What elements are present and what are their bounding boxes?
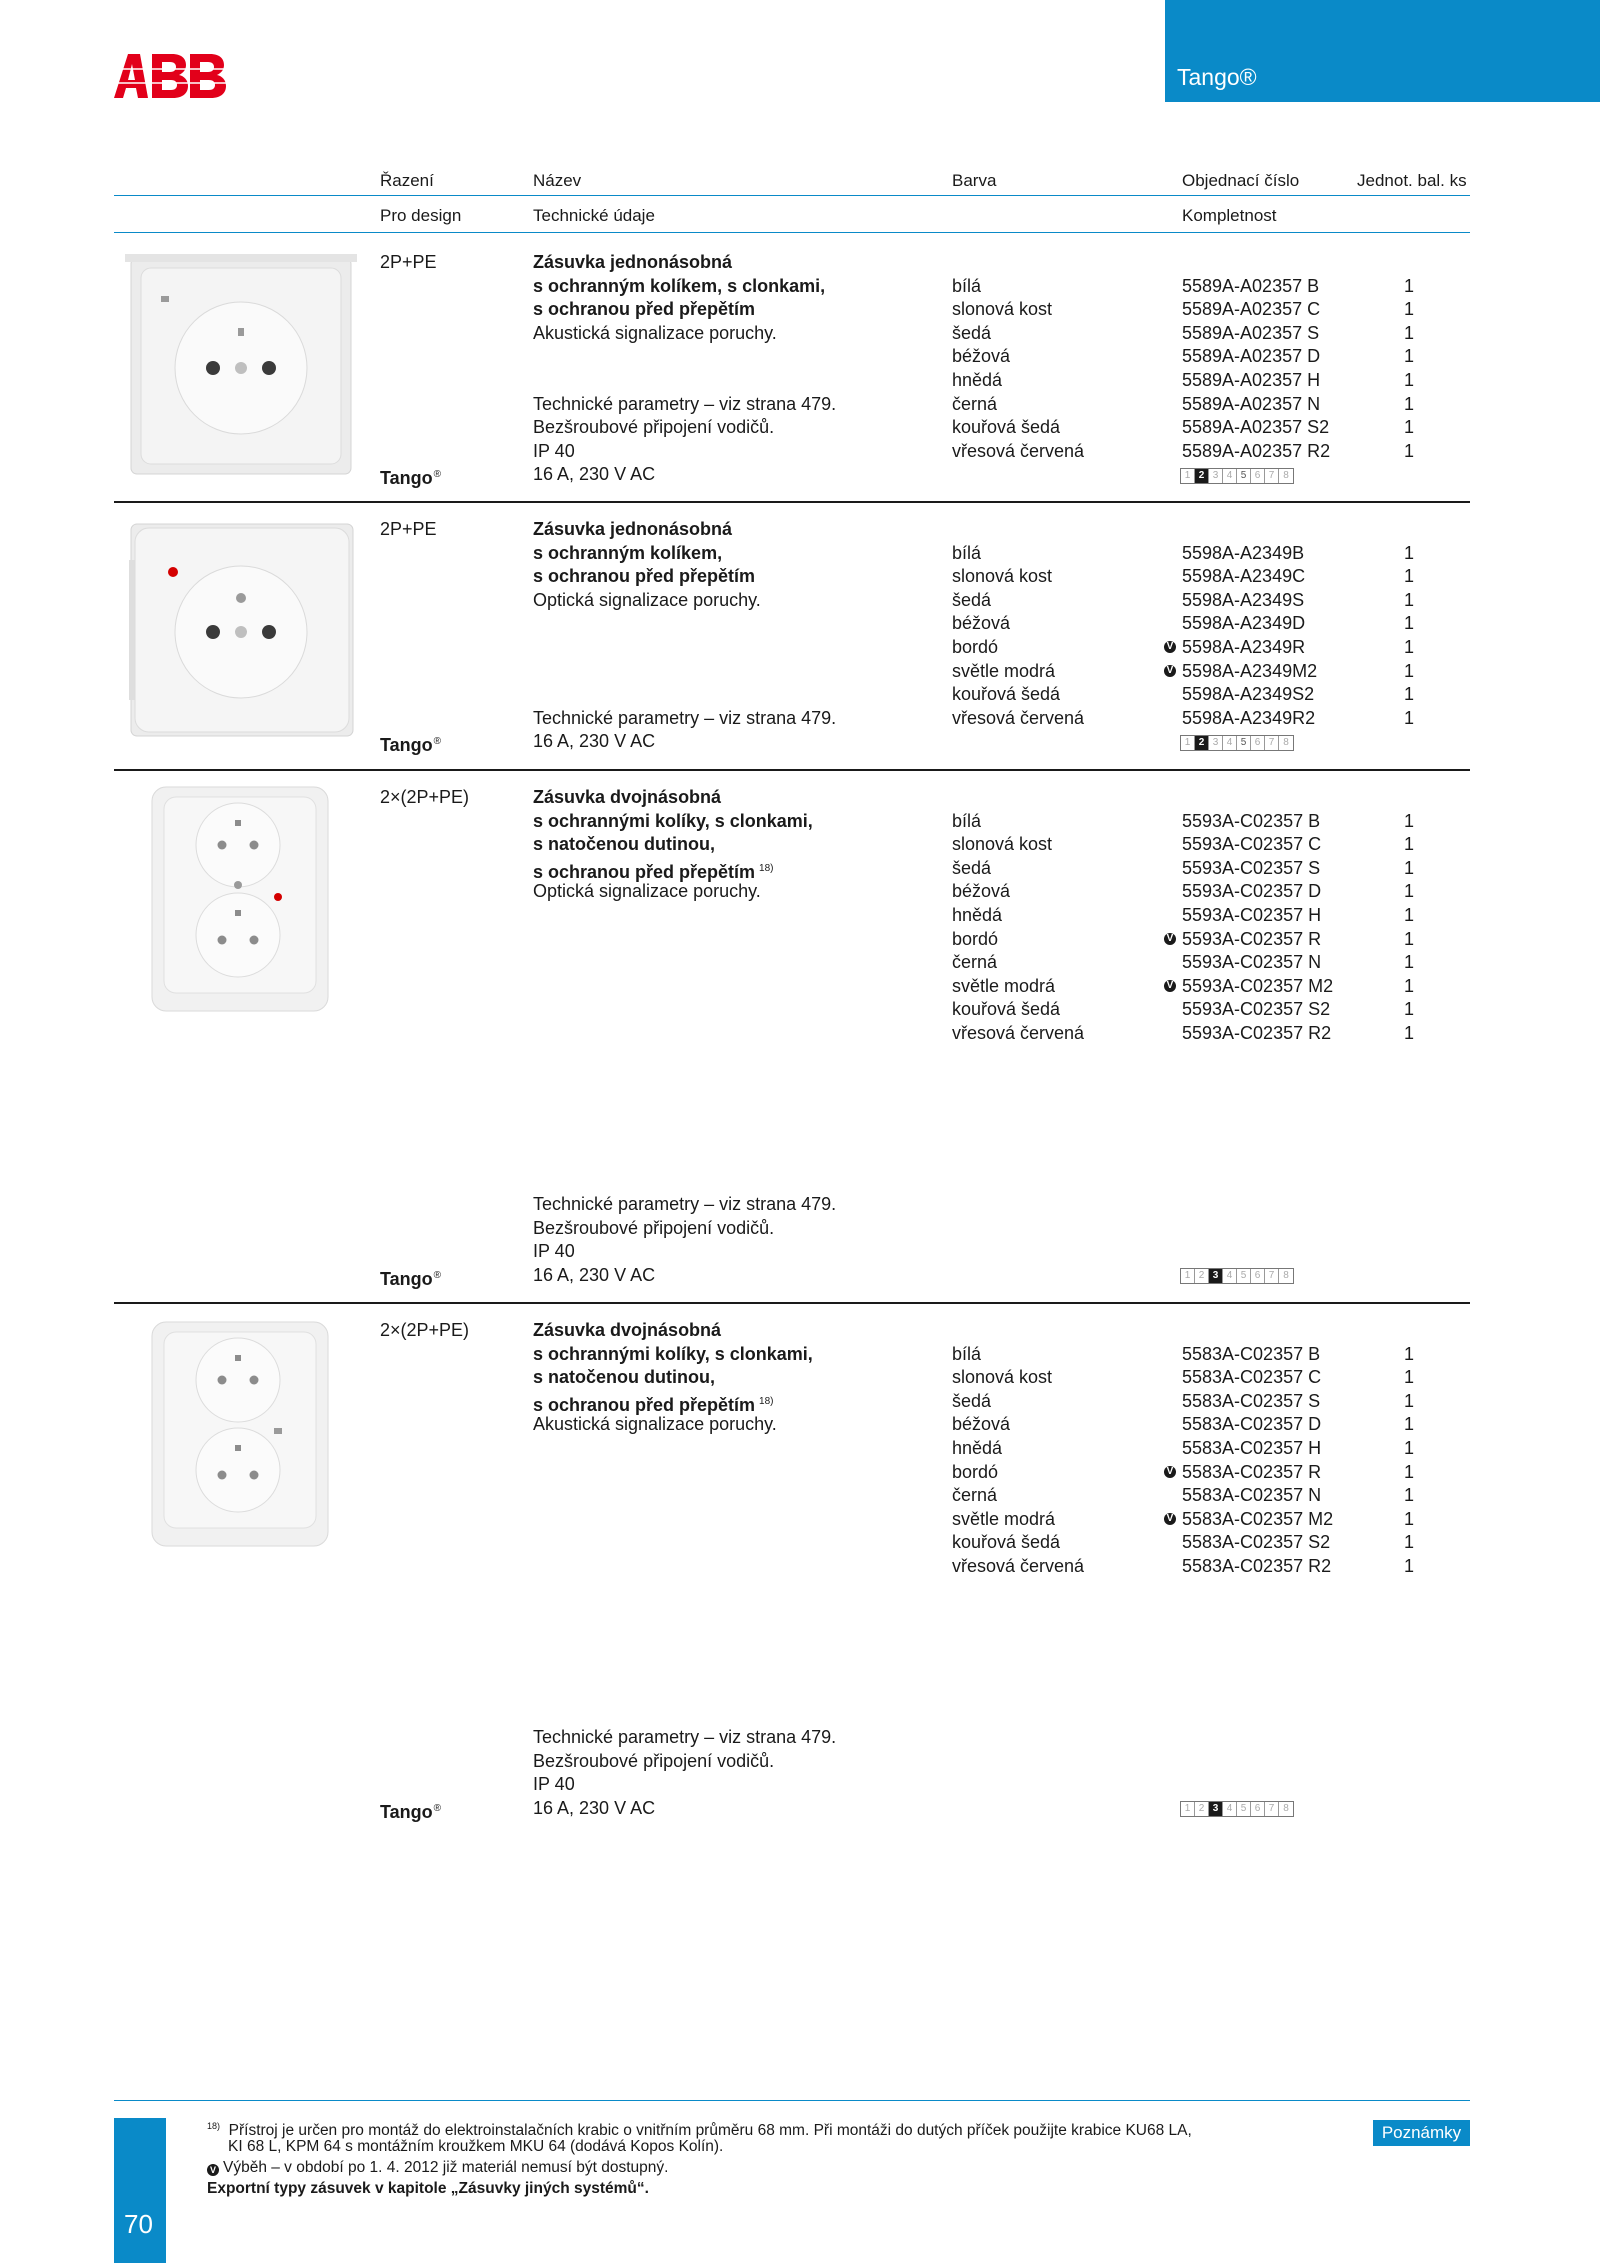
notes-label: Poznámky xyxy=(1373,2120,1470,2146)
variant-qty: 1 xyxy=(1404,1508,1415,1529)
variant-qty: 1 xyxy=(1404,637,1415,657)
variant-code: 5598A-A2349C xyxy=(1182,566,1306,587)
phaseout-marker: V xyxy=(1164,933,1176,945)
completeness-boxes xyxy=(1180,735,1294,751)
completeness-box: 5 xyxy=(1237,736,1251,750)
variant-code: 5589A-A02357 C xyxy=(1182,299,1321,320)
tech-param: Technické parametry – viz strana 479. xyxy=(533,707,837,728)
variant-qty: 1 xyxy=(1404,660,1415,681)
variant-qty: 1 xyxy=(1404,857,1415,878)
variant-code: 5589A-A02357 H xyxy=(1182,370,1321,390)
variant-code: 5583A-C02357 M2 xyxy=(1182,1508,1334,1529)
variant-code: 5583A-C02357 H xyxy=(1182,1438,1322,1458)
completeness-box-filled: 2 xyxy=(1195,469,1209,483)
variant-color: bílá xyxy=(952,810,982,831)
variant-qty: 1 xyxy=(1404,1461,1415,1482)
socket-image-single-acoustic xyxy=(125,252,357,480)
variant-color: slonová kost xyxy=(952,1367,1053,1388)
abb-logo xyxy=(114,54,226,98)
variant-code: 5598A-A2349D xyxy=(1182,613,1306,634)
variant-qty: 1 xyxy=(1404,440,1415,461)
variant-qty: 1 xyxy=(1404,1023,1415,1043)
completeness-box: 6 xyxy=(1251,469,1265,483)
design-label: Tango® xyxy=(380,468,442,489)
variant-color: bordó xyxy=(952,1461,999,1482)
tech-param: Technické parametry – viz strana 479. xyxy=(533,1727,837,1747)
variant-color: kouřová šedá xyxy=(952,684,1061,705)
variant-qty: 1 xyxy=(1404,952,1415,973)
variant-code: 5593A-C02357 B xyxy=(1182,810,1321,831)
variant-code: 5583A-C02357 R2 xyxy=(1182,1556,1332,1576)
variant-color: béžová xyxy=(952,613,1011,634)
variant-qty: 1 xyxy=(1404,707,1415,728)
variant-qty: 1 xyxy=(1404,1414,1415,1435)
variant-code: 5589A-A02357 R2 xyxy=(1182,440,1331,461)
header-tech: Technické údaje xyxy=(533,206,655,225)
product-title-line: s ochrannými kolíky, s clonkami, xyxy=(533,810,813,831)
variant-qty: 1 xyxy=(1404,1390,1415,1411)
registered-mark: ® xyxy=(433,736,442,748)
section-divider xyxy=(114,1302,1470,1304)
completeness-box: 5 xyxy=(1237,1269,1251,1283)
variant-color: bordó xyxy=(952,928,999,949)
socket-image-double-acoustic xyxy=(150,1320,330,1548)
variant-code: 5593A-C02357 M2 xyxy=(1182,975,1334,996)
variant-qty: 1 xyxy=(1404,566,1415,587)
order-code: 2×(2P+PE) xyxy=(380,787,470,807)
footnote-18-cont: KI 68 L, KPM 64 s montážním kroužkem MKU 64 (dodává Kopos Kolín). xyxy=(228,2138,724,2155)
variant-code: 5598A-A2349S2 xyxy=(1182,684,1315,705)
variant-qty: 1 xyxy=(1404,613,1415,634)
variant-color: kouřová šedá xyxy=(952,1532,1061,1553)
product-title-line: Zásuvka jednonásobná xyxy=(533,519,733,539)
variant-code: 5589A-A02357 D xyxy=(1182,346,1321,367)
product-title-line: s natočenou dutinou, xyxy=(533,1367,715,1388)
tech-param: IP 40 xyxy=(533,1241,575,1262)
product-title-line: s natočenou dutinou, xyxy=(533,834,715,855)
completeness-box: 1 xyxy=(1181,736,1195,750)
variant-qty: 1 xyxy=(1404,1556,1415,1576)
variant-color: slonová kost xyxy=(952,566,1053,587)
variant-qty: 1 xyxy=(1404,834,1415,855)
completeness-box-filled: 3 xyxy=(1209,1269,1223,1283)
rating: 16 A, 230 V AC xyxy=(533,1264,656,1285)
footnote-ref: 18) xyxy=(759,1395,774,1407)
tech-param: Bezšroubové připojení vodičů. xyxy=(533,1217,775,1238)
phaseout-marker: V xyxy=(1164,641,1176,653)
variant-qty: 1 xyxy=(1404,370,1415,390)
footnote-phaseout: V Výběh – v období po 1. 4. 2012 již materiál nemusí být dostupný. xyxy=(207,2158,668,2179)
completeness-boxes xyxy=(1180,1801,1294,1817)
variant-color: kouřová šedá xyxy=(952,417,1061,438)
variant-qty: 1 xyxy=(1404,1343,1415,1364)
completeness-box: 7 xyxy=(1265,736,1279,750)
variant-color: hnědá xyxy=(952,905,1003,925)
variant-qty: 1 xyxy=(1404,393,1415,414)
variant-qty: 1 xyxy=(1404,881,1415,902)
completeness-box: 4 xyxy=(1223,469,1237,483)
variant-code: 5593A-C02357 C xyxy=(1182,834,1322,855)
registered-mark: ® xyxy=(433,469,442,481)
series-tab xyxy=(1165,0,1600,102)
product-title-line: s ochranou před přepětím $^{18)}$ xyxy=(533,861,774,882)
variant-code: 5583A-C02357 S2 xyxy=(1182,1532,1331,1553)
completeness-box: 4 xyxy=(1223,1269,1237,1283)
variant-qty: 1 xyxy=(1404,1367,1415,1388)
variant-code: 5593A-C02357 R xyxy=(1182,928,1322,949)
phaseout-marker: V xyxy=(1164,665,1176,677)
variant-color: bordó xyxy=(952,637,999,657)
product-title-line: s ochrannými kolíky, s clonkami, xyxy=(533,1343,813,1364)
variant-color: vřesová červená xyxy=(952,440,1085,461)
completeness-box: 2 xyxy=(1195,1269,1209,1283)
variant-code: 5598A-A2349R xyxy=(1182,637,1306,657)
completeness-box: 1 xyxy=(1181,1269,1195,1283)
variant-color: hnědá xyxy=(952,370,1003,390)
variant-color: bílá xyxy=(952,1343,982,1364)
header-code: Objednací číslo xyxy=(1182,171,1300,190)
variant-code: 5593A-C02357 S2 xyxy=(1182,999,1331,1020)
variant-code: 5589A-A02357 N xyxy=(1182,393,1321,414)
tech-param: IP 40 xyxy=(533,1774,575,1795)
footer-rule xyxy=(114,2100,1470,2101)
completeness-box: 6 xyxy=(1251,1269,1265,1283)
variant-code: 5593A-C02357 R2 xyxy=(1182,1023,1332,1043)
completeness-box: 4 xyxy=(1223,736,1237,750)
variant-code: 5589A-A02357 S xyxy=(1182,322,1320,343)
variant-code: 5598A-A2349S xyxy=(1182,589,1305,610)
phaseout-marker: V xyxy=(1164,980,1176,992)
variant-qty: 1 xyxy=(1404,928,1415,949)
header-top-rule xyxy=(114,195,1470,196)
completeness-boxes xyxy=(1180,1268,1294,1284)
variant-color: světle modrá xyxy=(952,1508,1056,1529)
registered-mark: ® xyxy=(433,1269,442,1281)
variant-code: 5593A-C02357 D xyxy=(1182,881,1322,902)
completeness-box: 6 xyxy=(1251,736,1265,750)
variant-qty: 1 xyxy=(1404,299,1415,320)
phaseout-marker: V xyxy=(1164,1466,1176,1478)
product-title-line: s ochranným kolíkem, xyxy=(533,542,723,563)
series-title: Tango® xyxy=(1177,64,1257,90)
variant-color: bílá xyxy=(952,275,982,296)
completeness-box: 5 xyxy=(1237,469,1251,483)
product-title-line: s ochranou před přepětím xyxy=(533,299,756,320)
variant-qty: 1 xyxy=(1404,1485,1415,1506)
design-label: Tango® xyxy=(380,735,442,756)
completeness-box: 7 xyxy=(1265,469,1279,483)
completeness-box: 4 xyxy=(1223,1802,1237,1816)
variant-color: černá xyxy=(952,1485,998,1506)
footnote-export: Exportní typy zásuvek v kapitole „Zásuvky jiných systémů“. xyxy=(207,2180,649,2197)
socket-image-double-optical xyxy=(150,785,330,1013)
variant-color: vřesová červená xyxy=(952,1556,1085,1576)
variant-color: světle modrá xyxy=(952,660,1056,681)
variant-code: 5593A-C02357 H xyxy=(1182,905,1322,925)
completeness-box: 8 xyxy=(1279,469,1293,483)
footnote-ref: 18) xyxy=(759,862,774,874)
tech-param: IP 40 xyxy=(533,440,575,461)
product-title-line: Zásuvka dvojnásobná xyxy=(533,787,722,807)
completeness-box: 3 xyxy=(1209,736,1223,750)
completeness-box: 3 xyxy=(1209,469,1223,483)
header-complete: Kompletnost xyxy=(1182,206,1277,225)
variant-code: 5583A-C02357 S xyxy=(1182,1390,1321,1411)
completeness-box: 5 xyxy=(1237,1802,1251,1816)
header-order: Řazení xyxy=(380,171,434,190)
header-qty: Jednot. bal. ks xyxy=(1357,171,1467,190)
product-title-line: Zásuvka jednonásobná xyxy=(533,252,733,272)
variant-qty: 1 xyxy=(1404,1438,1415,1458)
completeness-boxes xyxy=(1180,468,1294,484)
product-title-line: s ochranou před přepětím $^{18)}$ xyxy=(533,1394,774,1415)
variant-code: 5583A-C02357 N xyxy=(1182,1485,1322,1506)
header-bottom-rule xyxy=(114,232,1470,233)
product-title-line: Zásuvka dvojnásobná xyxy=(533,1320,722,1340)
completeness-box: 6 xyxy=(1251,1802,1265,1816)
rating: 16 A, 230 V AC xyxy=(533,1797,656,1818)
variant-code: 5583A-C02357 D xyxy=(1182,1414,1322,1435)
variant-color: béžová xyxy=(952,881,1011,902)
variant-color: světle modrá xyxy=(952,975,1056,996)
footnote-mark: 18) xyxy=(207,2121,221,2131)
signal-type: Akustická signalizace poruchy. xyxy=(533,322,777,343)
completeness-box-filled: 2 xyxy=(1195,736,1209,750)
design-label: Tango® xyxy=(380,1801,442,1822)
completeness-box: 8 xyxy=(1279,736,1293,750)
registered-mark: ® xyxy=(433,1802,442,1814)
order-code: 2P+PE xyxy=(380,519,437,539)
variant-color: bílá xyxy=(952,542,982,563)
variant-qty: 1 xyxy=(1404,905,1415,925)
completeness-box: 7 xyxy=(1265,1269,1279,1283)
tech-param: Technické parametry – viz strana 479. xyxy=(533,393,837,414)
tech-param: Bezšroubové připojení vodičů. xyxy=(533,417,775,438)
order-code: 2×(2P+PE) xyxy=(380,1320,470,1340)
product-title-line: s ochranou před přepětím xyxy=(533,566,756,587)
page-tab xyxy=(114,2118,166,2263)
header-design: Pro design xyxy=(380,206,462,225)
variant-code: 5583A-C02357 R xyxy=(1182,1461,1322,1482)
variant-qty: 1 xyxy=(1404,810,1415,831)
variant-color: béžová xyxy=(952,346,1011,367)
variant-qty: 1 xyxy=(1404,975,1415,996)
completeness-box-filled: 3 xyxy=(1209,1802,1223,1816)
tech-param: Technické parametry – viz strana 479. xyxy=(533,1194,837,1214)
order-code: 2P+PE xyxy=(380,252,437,272)
completeness-box: 7 xyxy=(1265,1802,1279,1816)
variant-color: šedá xyxy=(952,589,992,610)
variant-color: šedá xyxy=(952,1390,992,1411)
variant-qty: 1 xyxy=(1404,542,1415,563)
signal-type: Akustická signalizace poruchy. xyxy=(533,1414,777,1435)
variant-qty: 1 xyxy=(1404,275,1415,296)
tech-param: Bezšroubové připojení vodičů. xyxy=(533,1750,775,1771)
variant-qty: 1 xyxy=(1404,346,1415,367)
phaseout-legend-icon: V xyxy=(207,2164,219,2176)
completeness-box: 8 xyxy=(1279,1802,1293,1816)
variant-color: slonová kost xyxy=(952,299,1053,320)
variant-color: slonová kost xyxy=(952,834,1053,855)
variant-qty: 1 xyxy=(1404,1532,1415,1553)
variant-code: 5598A-A2349R2 xyxy=(1182,707,1316,728)
variant-code: 5589A-A02357 S2 xyxy=(1182,417,1330,438)
completeness-box: 1 xyxy=(1181,1802,1195,1816)
section-divider xyxy=(114,501,1470,503)
product-title-line: s ochranným kolíkem, s clonkami, xyxy=(533,275,826,296)
completeness-box: 2 xyxy=(1195,1802,1209,1816)
variant-qty: 1 xyxy=(1404,589,1415,610)
header-name: Název xyxy=(533,171,582,190)
variant-code: 5589A-A02357 B xyxy=(1182,275,1320,296)
rating: 16 A, 230 V AC xyxy=(533,731,656,752)
variant-color: hnědá xyxy=(952,1438,1003,1458)
variant-code: 5598A-A2349M2 xyxy=(1182,660,1318,681)
variant-color: černá xyxy=(952,952,998,973)
rating: 16 A, 230 V AC xyxy=(533,464,656,485)
header-color: Barva xyxy=(952,171,997,190)
variant-qty: 1 xyxy=(1404,322,1415,343)
variant-code: 5583A-C02357 C xyxy=(1182,1367,1322,1388)
variant-color: šedá xyxy=(952,857,992,878)
variant-qty: 1 xyxy=(1404,417,1415,438)
variant-color: černá xyxy=(952,393,998,414)
phaseout-marker: V xyxy=(1164,1513,1176,1525)
variant-code: 5583A-C02357 B xyxy=(1182,1343,1321,1364)
variant-qty: 1 xyxy=(1404,999,1415,1020)
completeness-box: 1 xyxy=(1181,469,1195,483)
signal-type: Optická signalizace poruchy. xyxy=(533,881,761,902)
variant-qty: 1 xyxy=(1404,684,1415,705)
footnote-18: $^{18)}$ Přístroj je určen pro montáž do elektroinstalačních krabic o vnitřním průměru 68 mm. Při montáži do dutých příček použijte krabice KU68 LA, xyxy=(207,2121,1192,2139)
variant-color: vřesová červená xyxy=(952,1023,1085,1043)
completeness-box: 8 xyxy=(1279,1269,1293,1283)
signal-type: Optická signalizace poruchy. xyxy=(533,589,761,610)
variant-code: 5598A-A2349B xyxy=(1182,542,1305,563)
variant-code: 5593A-C02357 S xyxy=(1182,857,1321,878)
variant-color: béžová xyxy=(952,1414,1011,1435)
socket-image-single-optical xyxy=(125,520,357,740)
variant-color: kouřová šedá xyxy=(952,999,1061,1020)
variant-color: vřesová červená xyxy=(952,707,1085,728)
section-divider xyxy=(114,769,1470,771)
variant-code: 5593A-C02357 N xyxy=(1182,952,1322,973)
page-number: 70 xyxy=(124,2209,153,2239)
design-label: Tango® xyxy=(380,1268,442,1289)
variant-color: šedá xyxy=(952,322,992,343)
